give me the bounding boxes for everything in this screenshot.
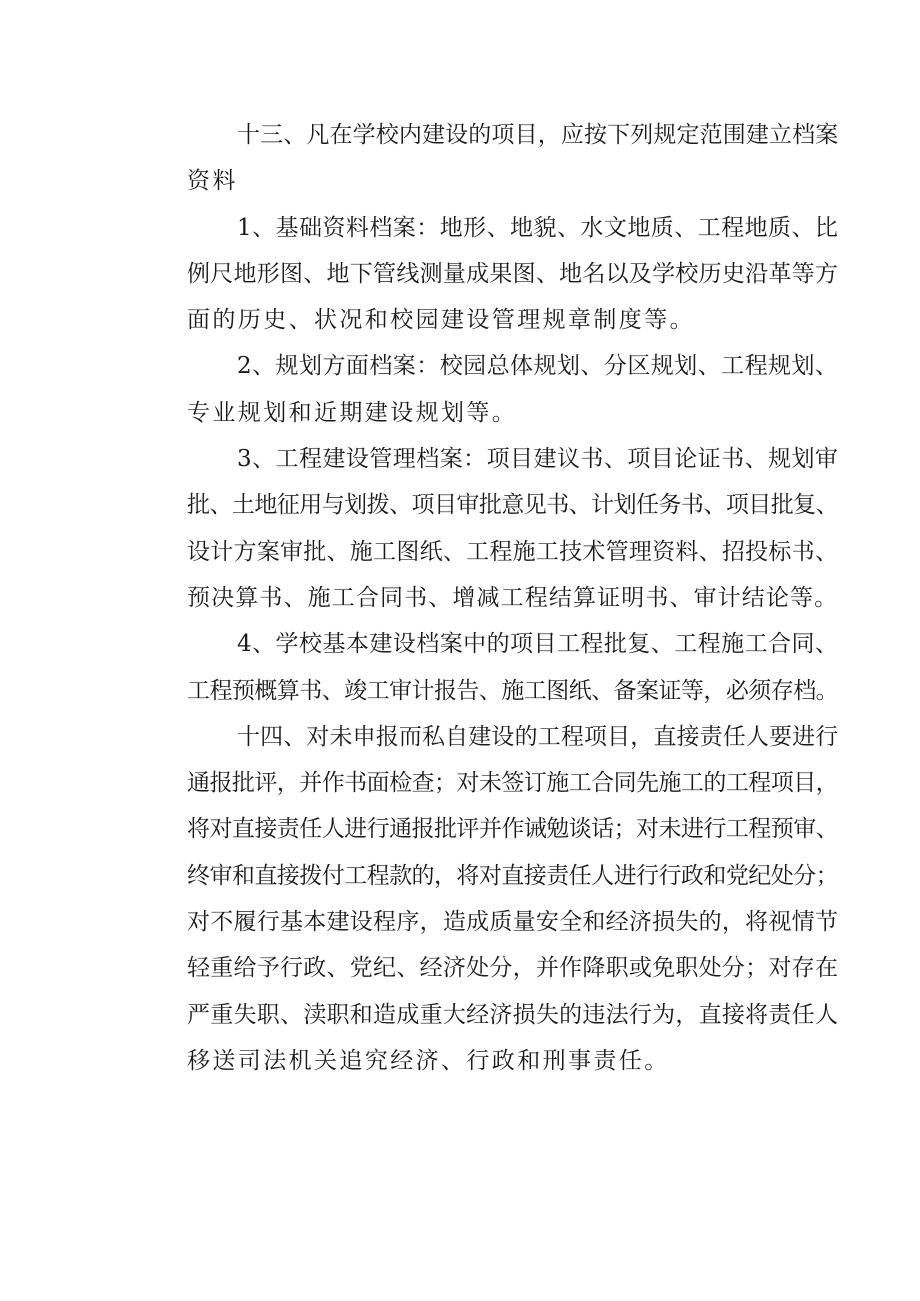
text-line: 1、基础资料档案：地形、地貌、水文地质、工程地质、比 xyxy=(237,214,839,241)
text-line: 工程预概算书、竣工审计报告、施工图纸、备案证等，必须存档。 xyxy=(187,677,839,704)
text-line: 通报批评，并作书面检查；对未签订施工合同先施工的工程项目， xyxy=(187,770,839,797)
text-line: 将对直接责任人进行通报批评并作诫勉谈话；对未进行工程预审、 xyxy=(187,816,839,843)
text-line: 十四、对未申报而私自建设的工程项目，直接责任人要进行 xyxy=(237,723,839,750)
text-line: 轻重给予行政、党纪、经济处分，并作降职或免职处分；对存在 xyxy=(187,955,839,982)
text-line: 资料 xyxy=(187,168,238,195)
text-line: 批、土地征用与划拨、项目审批意见书、计划任务书、项目批复、 xyxy=(187,492,839,519)
paragraph-13-item-4 xyxy=(137,621,839,714)
paragraph-13 xyxy=(137,112,839,205)
text-line: 移送司法机关追究经济、行政和刑事责任。 xyxy=(187,1047,670,1074)
text-line: 3、工程建设管理档案：项目建议书、项目论证书、规划审 xyxy=(237,446,839,473)
document-body xyxy=(137,112,839,1084)
text-line: 4、学校基本建设档案中的项目工程批复、工程施工合同、 xyxy=(237,631,839,658)
paragraph-13-item-3 xyxy=(137,436,839,621)
paragraph-13-item-1 xyxy=(137,205,839,344)
paragraph-14 xyxy=(137,714,839,1084)
text-line: 专业规划和近期建设规划等。 xyxy=(187,399,518,426)
text-line: 终审和直接拨付工程款的，将对直接责任人进行行政和党纪处分； xyxy=(187,862,839,889)
text-line: 对不履行基本建设程序，造成质量安全和经济损失的，将视情节 xyxy=(187,909,839,936)
text-line: 严重失职、渎职和造成重大经济损失的违法行为，直接将责任人 xyxy=(187,1001,839,1028)
text-line: 十三、凡在学校内建设的项目，应按下列规定范围建立档案 xyxy=(237,122,839,148)
text-line: 设计方案审批、施工图纸、工程施工技术管理资料、招投标书、 xyxy=(187,538,839,565)
text-line: 预决算书、施工合同书、增减工程结算证明书、审计结论等。 xyxy=(187,584,839,611)
text-line: 面的历史、状况和校园建设管理规章制度等。 xyxy=(187,307,695,334)
text-line: 例尺地形图、地下管线测量成果图、地名以及学校历史沿革等方 xyxy=(187,260,839,287)
text-line: 2、规划方面档案：校园总体规划、分区规划、工程规划、 xyxy=(237,353,839,380)
paragraph-13-item-2 xyxy=(137,343,839,436)
